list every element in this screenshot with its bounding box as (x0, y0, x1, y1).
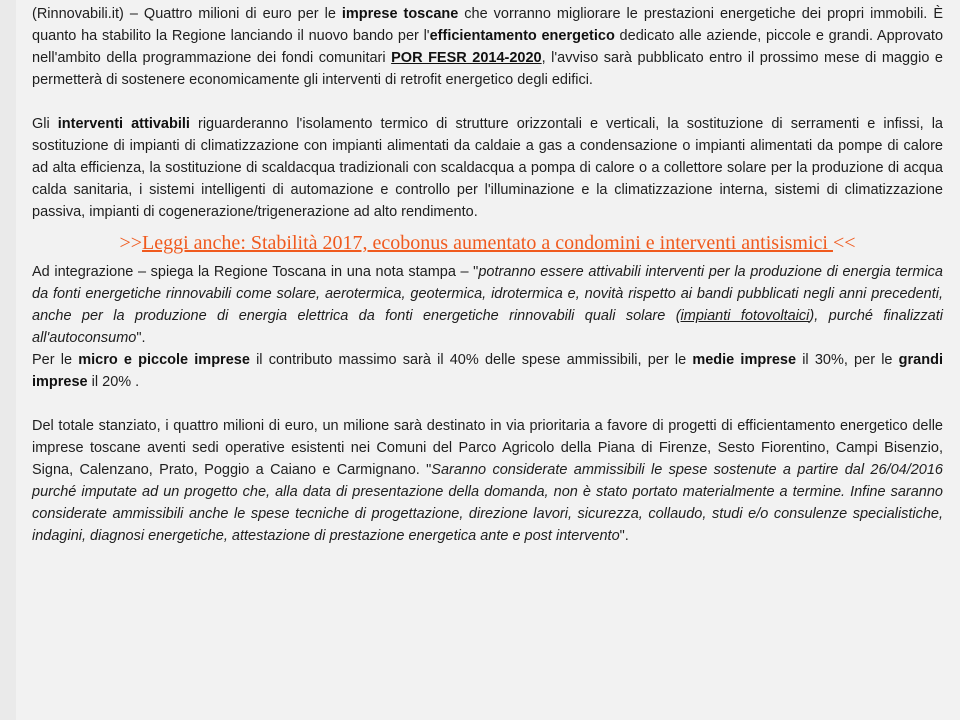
quote-text: ), purché finalizzati all'autoconsumo (32, 308, 943, 346)
text: il contributo massimo sarà il 40% delle spese ammissibili, per le (249, 352, 693, 368)
bold-text: imprese toscane (341, 6, 459, 22)
text: il 30%, per le (796, 352, 899, 368)
bold-text: interventi attivabili (57, 116, 190, 132)
see-also-prefix: >> (119, 232, 143, 254)
text: Gli (32, 116, 58, 132)
por-fesr-link[interactable]: POR FESR 2014-2020 (391, 50, 542, 66)
text: ". (136, 330, 146, 346)
text: Per le (32, 352, 79, 368)
paragraph-integrazione (32, 261, 943, 349)
see-also-link[interactable]: Leggi anche: Stabilità 2017, ecobonus aumentato a condomini e interventi antisismici (142, 232, 833, 254)
text: ". (619, 528, 629, 544)
text: Del totale stanziato, i quattro milioni di euro, un milione sarà destinato in via prioritaria a favore di progetti di efficientamento energetico delle imprese toscane aventi sedi operative esistenti nei Comuni del Parco Agricolo della Piana di Firenze, Sesto Fiorentino, Campi Bisenzio, Signa, Calenzano, Prato, Poggio a Caiano e Carmignano. " (32, 418, 943, 478)
quote-text: potranno essere attivabili interventi per la produzione di energia termica da fonti energetiche rinnovabili come solare, aerotermica, geotermica, idrotermica e, novità rispetto ai bandi pubblicati negli anni precedenti, anche per la produzione di energia elettrica da fonti energetiche rinnovabili quali solare ( (32, 264, 943, 324)
page (16, 0, 960, 720)
left-margin (0, 0, 16, 720)
see-also-suffix: << (832, 232, 856, 254)
paragraph-contributi (32, 349, 943, 393)
bold-text: grandi imprese (32, 352, 943, 390)
paragraph-stanziamento (32, 415, 943, 547)
text: dedicato alle aziende, piccole e grandi. Approvato nell'ambito della programmazione dei fondi comunitari (32, 28, 944, 66)
bold-text: micro e piccole imprese (78, 352, 250, 368)
see-also-link-block (32, 231, 943, 255)
bold-text: efficientamento energetico (429, 28, 615, 44)
article-body (32, 3, 943, 569)
text: Ad integrazione – spiega la Regione Toscana in una nota stampa – " (32, 264, 479, 280)
text: (Rinnovabili.it) – Quattro milioni di euro per le (32, 6, 342, 22)
text: il 20% . (87, 374, 140, 390)
impianti-fotovoltaici-link[interactable]: impianti fotovoltaici (680, 308, 810, 324)
paragraph-interventi (32, 113, 943, 223)
text: riguarderanno l'isolamento termico di strutture orizzontali e verticali, la sostituzione di serramenti e infissi, la sostituzione di impianti di climatizzazione con impianti alimentati da caldaie a gas a condensazione o impianti alimentati da pompe di calore ad alta efficienza, la sostituzione di scaldacqua tradizionali con scaldacqua a pompa di calore o a collettore solare per la produzione di acqua calda sanitaria, i sistemi intelligenti di automazione e controllo per l'illuminazione e la climatizzazione interna, sistemi di climatizzazione passiva, impianti di cogenerazione/trigenerazione ad alto rendimento. (32, 116, 944, 220)
text: che vorranno migliorare le prestazioni energetiche dei propri immobili. È quanto ha stabilito la Regione lanciando il nuovo bando per l' (32, 6, 944, 44)
bold-text: medie imprese (692, 352, 797, 368)
text: , l'avviso sarà pubblicato entro il prossimo mese di maggio e permetterà di sostenere economicamente gli interventi di retrofit energetico degli edifici. (32, 50, 943, 88)
quote-text: Saranno considerate ammissibili le spese sostenute a partire dal 26/04/2016 purché imputate ad un progetto che, alla data di presentazione della domanda, non è stato portato materialmente a termine. Infine saranno considerate ammissibili anche le spese tecniche di progettazione, direzione lavori, sicurezza, collaudo, studi e/o consulenze specialistiche, indagini, diagnosi energetiche, attestazione di prestazione energetica ante e post intervento (32, 462, 943, 544)
paragraph-intro (32, 3, 943, 91)
